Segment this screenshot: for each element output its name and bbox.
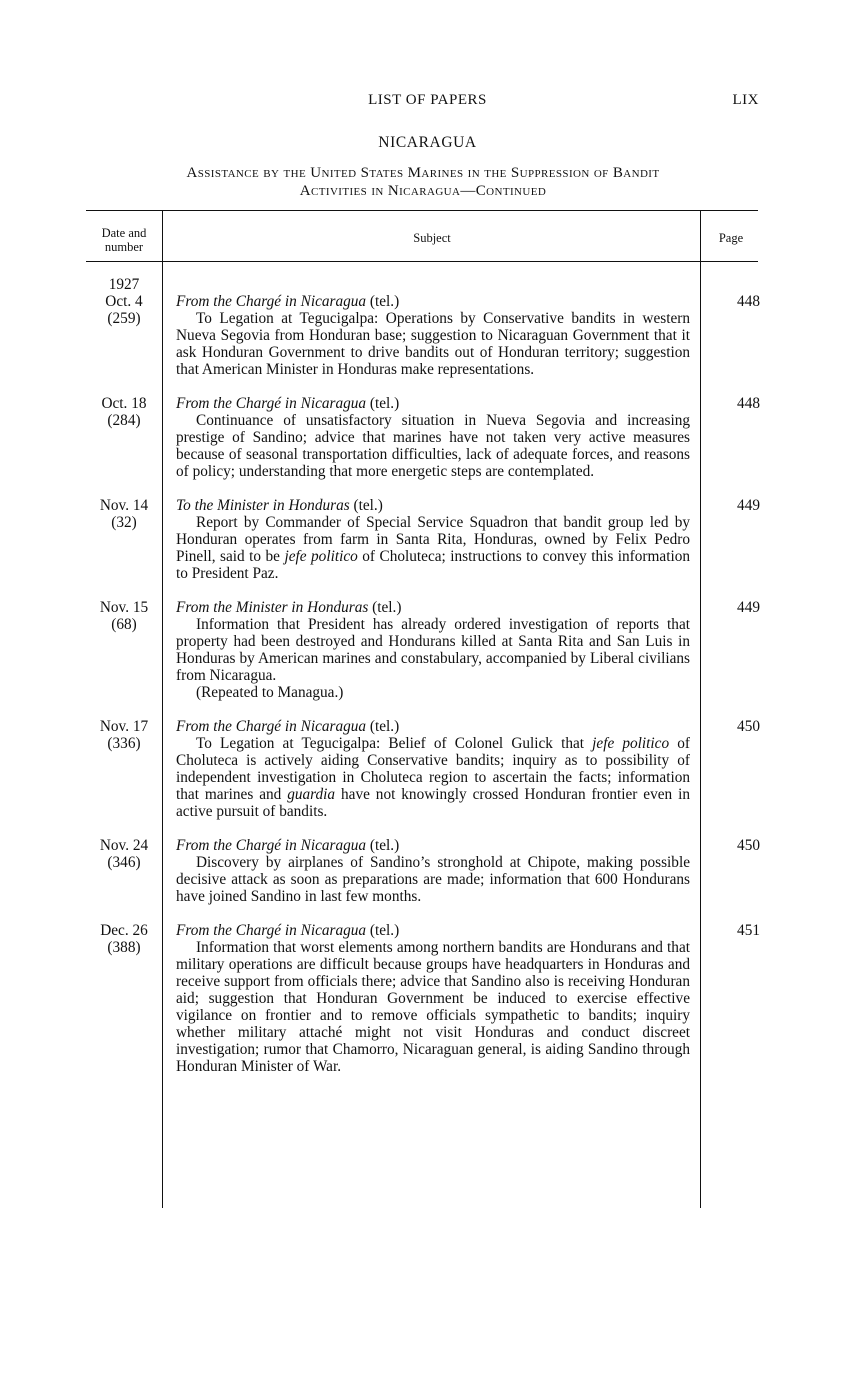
entry-date: Dec. 26 xyxy=(100,922,148,939)
entry-from-text: From the Chargé in Nicaragua xyxy=(176,922,367,939)
page-cell: 449 xyxy=(737,497,760,514)
table-row xyxy=(0,276,855,378)
table-row xyxy=(0,922,855,1075)
date-cell xyxy=(88,497,160,531)
entry-body: To Legation at Tegucigalpa: Operations by Conservative bandits in western Nueva Segovia from Honduran base; suggestion to Nicaraguan Government that it ask Honduran Government to drive bandits out of Honduran territory; suggestion that American Minister in Honduras make representations. xyxy=(176,310,690,378)
entry-tel: (tel.) xyxy=(369,293,400,310)
entry-body: Discovery by airplanes of Sandino’s stronghold at Chipote, making possible decisive attack as soon as preparations are made; information that 600 Hondurans have joined Sandino in last few months. xyxy=(176,854,690,905)
entry-body-emphasis: jefe politico xyxy=(284,548,358,565)
entry-body: Continuance of unsatisfactory situation in Nueva Segovia and increasing prestige of Sandino; advice that marines have not taken very active measures because of seasonal transportation difficulties, lack of adequate forces, and reasons of policy; understanding that more energetic steps are contemplated. xyxy=(176,412,690,480)
table-row xyxy=(0,599,855,701)
entry-from xyxy=(176,395,690,412)
entry-body-emphasis: guardia xyxy=(287,786,336,803)
running-head xyxy=(0,92,855,112)
date-cell xyxy=(88,718,160,752)
entry-body-emphasis: jefe politico xyxy=(592,735,670,752)
entry-from-text: From the Chargé in Nicaragua xyxy=(176,718,367,735)
entry-tel: (tel.) xyxy=(369,718,400,735)
entry-tel: (tel.) xyxy=(369,395,400,412)
entry-number: (336) xyxy=(107,735,141,752)
entry-body: Information that President has already ordered investigation of reports that property had been destroyed and Hondurans killed at Santa Rita and San Luis in Honduras by American marines and constabulary, accompanied by Liberal civilians from Nicaragua. xyxy=(176,616,690,684)
entry-body-part: Report by Commander of Special Service Squadron that bandit group led by Honduran operates from farm in Santa Rita, Honduras, owned by Felix Pedro Pinell, said to be xyxy=(176,514,690,565)
section-title-line-1: Assistance by the United States Marines in the Suppression of Bandit xyxy=(186,165,660,181)
entry-from xyxy=(176,599,690,616)
running-head-title: LIST OF PAPERS xyxy=(368,92,487,108)
header-date-and-number xyxy=(88,226,160,254)
table-row xyxy=(0,718,855,820)
entry-date: Oct. 18 xyxy=(101,395,147,412)
table-top-rule xyxy=(86,210,758,211)
page-cell: 451 xyxy=(737,922,760,939)
entry-number: (68) xyxy=(111,616,137,633)
entry-body-part: of Choluteca; instructions to convey this information to President Paz. xyxy=(176,548,691,582)
entry-date: Nov. 14 xyxy=(99,497,149,514)
entry-date: Nov. 15 xyxy=(99,599,149,616)
entry-body-part: have not knowingly crossed Honduran frontier even in active pursuit of bandits. xyxy=(176,786,690,820)
entry-from-text: From the Chargé in Nicaragua xyxy=(176,837,367,854)
entry-note: (Repeated to Managua.) xyxy=(196,684,344,701)
entry-from-text: From the Minister in Honduras xyxy=(176,599,369,616)
entry-from xyxy=(176,293,690,310)
page-cell: 449 xyxy=(737,599,760,616)
page-cell: 450 xyxy=(737,837,760,854)
entry-from xyxy=(176,922,690,939)
entry-number: (346) xyxy=(107,854,141,871)
entry-year: 1927 xyxy=(108,276,140,293)
country-heading: NICARAGUA xyxy=(378,134,477,151)
page-cell: 450 xyxy=(737,718,760,735)
entry-number: (388) xyxy=(107,939,141,956)
entry-tel: (tel.) xyxy=(353,497,383,514)
entry-from-text: From the Chargé in Nicaragua xyxy=(176,293,367,310)
subject-cell xyxy=(176,599,690,701)
date-cell xyxy=(88,922,160,956)
entry-tel: (tel.) xyxy=(369,837,400,854)
table-header-rule xyxy=(86,261,758,262)
entry-date: Oct. 4 xyxy=(105,293,143,310)
entry-body-part: To Legation at Tegucigalpa: Belief of Colonel Gulick that xyxy=(196,735,593,752)
subject-cell xyxy=(176,922,690,1075)
section-title xyxy=(88,164,758,200)
entries-list xyxy=(0,276,855,1092)
entry-tel: (tel.) xyxy=(369,922,400,939)
entry-body xyxy=(176,735,690,820)
header-date-line-1: Date and xyxy=(101,226,147,240)
entry-body xyxy=(176,514,690,582)
table-row xyxy=(0,395,855,480)
header-page: Page xyxy=(718,231,744,245)
entry-tel: (tel.) xyxy=(372,599,402,616)
table-row xyxy=(0,837,855,905)
entry-number: (259) xyxy=(107,310,141,327)
date-cell xyxy=(88,276,160,327)
subject-cell xyxy=(176,837,690,905)
entry-date: Nov. 24 xyxy=(99,837,149,854)
entry-from xyxy=(176,718,690,735)
entry-number: (32) xyxy=(111,514,137,531)
page-cell: 448 xyxy=(737,293,760,310)
page-cell: 448 xyxy=(737,395,760,412)
entry-body-part: of Choluteca is actively aiding Conservative bandits; inquiry as to possibility of independent investigation in Choluteca region to ascertain the facts; information that marines and xyxy=(176,735,690,803)
entry-body: Information that worst elements among northern bandits are Hondurans and that military operations are difficult because groups have headquarters in Honduras and receive support from officials there; advice that Sandino also is receiving Honduran aid; suggestion that Honduran Government be induced to exercise effective vigilance on frontier and to remove officials sympathetic to bandits; inquiry whether military attaché might not visit Honduras and conduct discreet investigation; rumor that Chamorro, Nicaraguan general, is aiding Sandino through Honduran Minister of War. xyxy=(176,939,690,1075)
date-cell xyxy=(88,395,160,429)
entry-number: (284) xyxy=(107,412,141,429)
subject-cell xyxy=(176,718,690,820)
date-cell xyxy=(88,599,160,633)
subject-cell xyxy=(176,497,690,582)
page-folio: LIX xyxy=(732,92,759,108)
entry-from xyxy=(176,837,690,854)
entry-from-text: To the Minister in Honduras xyxy=(176,497,350,514)
subject-cell xyxy=(176,395,690,480)
header-date-line-2: number xyxy=(104,240,144,254)
entry-from-text: From the Chargé in Nicaragua xyxy=(176,395,367,412)
entry-date: Nov. 17 xyxy=(99,718,149,735)
section-title-line-2: Activities in Nicaragua—Continued xyxy=(299,183,547,199)
subject-cell xyxy=(176,276,690,378)
header-subject: Subject xyxy=(413,231,451,245)
date-cell xyxy=(88,837,160,871)
entry-from xyxy=(176,497,690,514)
table-row xyxy=(0,497,855,582)
